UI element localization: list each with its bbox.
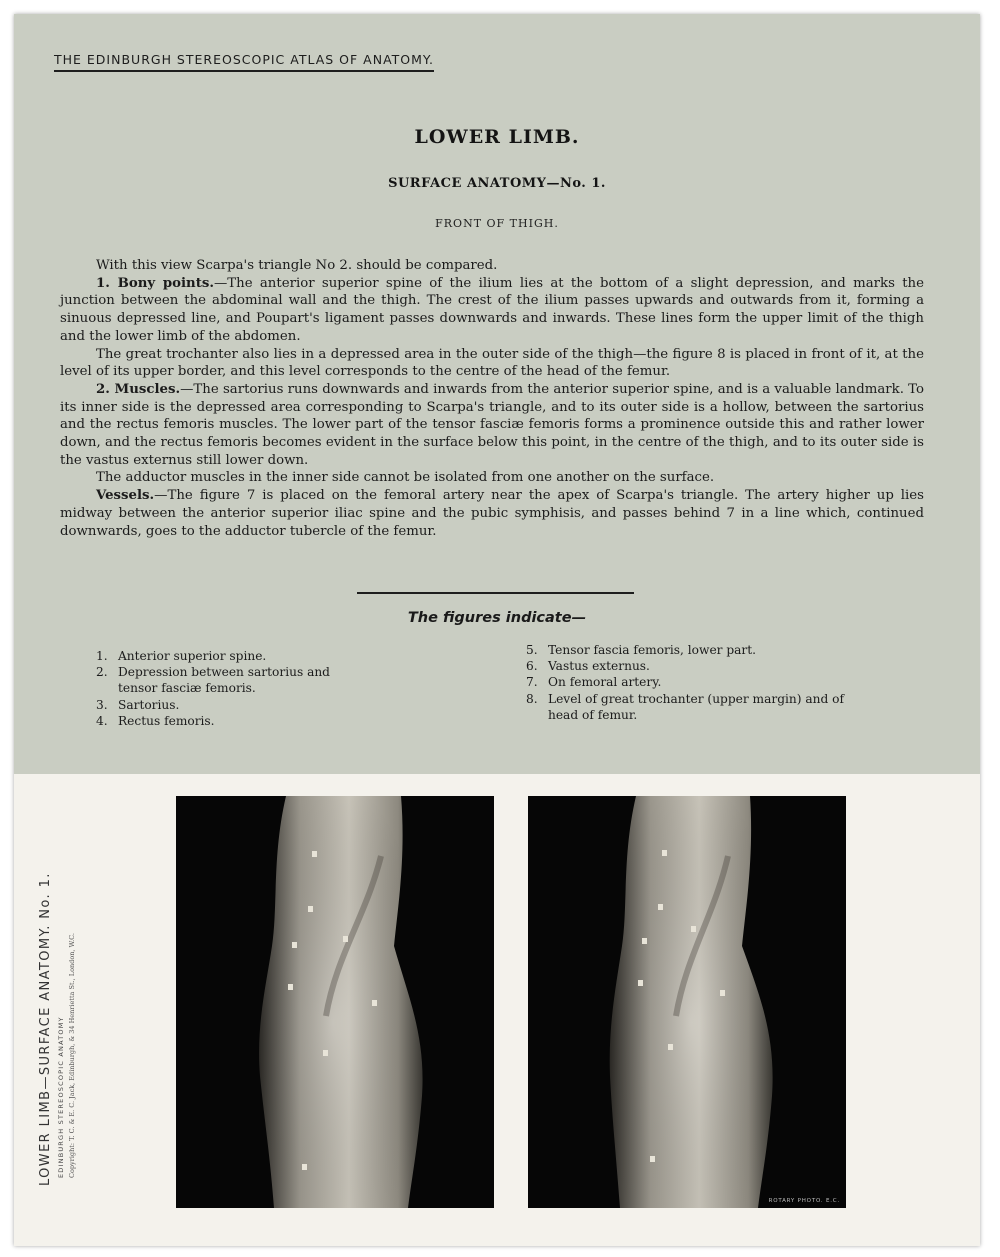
side-label bbox=[38, 872, 76, 1186]
section-title: FRONT OF THIGH. bbox=[435, 217, 559, 230]
photo-credit: ROTARY PHOTO. E.C. bbox=[768, 1198, 840, 1204]
legend-text: Tensor fascia femoris, lower part. bbox=[548, 643, 757, 657]
adductor-paragraph: The adductor muscles in the inner side cannot be isolated from one another on the surface. bbox=[96, 470, 715, 486]
legend-item bbox=[526, 674, 906, 690]
intro-paragraph: With this view Scarpa's triangle No 2. should be compared. bbox=[96, 258, 498, 273]
legend-number: 2. bbox=[96, 665, 108, 680]
legend-item bbox=[526, 642, 906, 658]
legend-item bbox=[96, 713, 436, 729]
legend-text: Level of great trochanter (upper margin) and of head of femur. bbox=[548, 691, 845, 722]
legend-number: 1. bbox=[96, 649, 108, 663]
thigh-photo-left bbox=[176, 796, 494, 1208]
legend-number: 4. bbox=[96, 713, 108, 728]
vessels-paragraph bbox=[60, 487, 924, 540]
legend-number: 7. bbox=[526, 675, 538, 690]
legend-item bbox=[96, 664, 436, 696]
legend-text: On femoral artery. bbox=[548, 675, 662, 690]
legend-text: Vastus externus. bbox=[548, 659, 650, 674]
legend-number: 3. bbox=[96, 697, 108, 712]
legend-item bbox=[96, 697, 436, 713]
vessels-text: —The figure 7 is placed on the femoral artery near the apex of Scarpa's triangle. The artery higher up lies midway between the anterior superior iliac spine and the pubic symphisis, and passes behind 7 in a line which, continued downwards, goes to the adductor tubercle of the femur. bbox=[60, 488, 924, 539]
bony-points-paragraph bbox=[60, 275, 924, 346]
side-label-copyright: Copyright: T. C. & E. C. Jack, Edinburgh, & 34 Henrietta St., London, W.C. bbox=[68, 933, 76, 1178]
thigh-photo-right bbox=[528, 796, 846, 1208]
body-text bbox=[60, 257, 924, 540]
text-panel bbox=[14, 14, 980, 774]
atlas-title: THE EDINBURGH STEREOSCOPIC ATLAS OF ANATOMY. bbox=[54, 52, 434, 72]
muscles-text: —The sartorius runs downwards and inwards from the anterior superior spine, and is a valuable landmark. To its inner side is the depressed area corresponding to Scarpa's triangle, and to its outer side is a hollow, between the sartorius and the rectus femoris muscles. The lower part of the tensor fasciæ femoris forms a prominence outside this and rather lower down, and the rectus femoris becomes evident in the surface below this point, in the centre of the thigh, and to its outer side is the vastus externus still lower down. bbox=[60, 381, 924, 468]
divider-rule bbox=[357, 592, 634, 594]
bony-points-text: —The anterior superior spine of the ilium lies at the bottom of a slight depression, and marks the junction between the abdominal wall and the thigh. The crest of the ilium passes upwards and outwards from it, forming a sinuous depressed line, and Poupart's ligament passes downwards and inwards. These lines form the upper limit of the thigh and the lower limb of the abdomen. bbox=[60, 275, 924, 344]
sub-title: SURFACE ANATOMY—No. 1. bbox=[388, 176, 606, 191]
legend-number: 6. bbox=[526, 659, 538, 674]
legend-text: Anterior superior spine. bbox=[118, 649, 267, 663]
side-label-title: LOWER LIMB—SURFACE ANATOMY. No. 1. bbox=[38, 872, 53, 1186]
stereo-photo-left bbox=[176, 796, 494, 1208]
stereo-photo-right bbox=[528, 796, 846, 1208]
legend-text: Rectus femoris. bbox=[118, 713, 215, 728]
legend-text: Depression between sartorius and tensor fasciæ femoris. bbox=[118, 665, 330, 696]
atlas-card bbox=[14, 14, 980, 1246]
bony-points-heading: 1. Bony points. bbox=[96, 275, 214, 291]
legend-number: 5. bbox=[526, 643, 538, 657]
legend-item bbox=[526, 691, 906, 723]
legend-item bbox=[96, 648, 436, 664]
legend-number: 8. bbox=[526, 691, 538, 706]
figure-legend-right bbox=[526, 642, 906, 723]
legend-item bbox=[526, 658, 906, 674]
side-label-publisher: EDINBURGH STEREOSCOPIC ANATOMY bbox=[57, 1016, 65, 1178]
figure-legend-left bbox=[96, 648, 436, 729]
trochanter-paragraph: The great trochanter also lies in a depressed area in the outer side of the thigh—the figure 8 is placed in front of it, at the level of its upper border, and this level corresponds to the centre of the head of the femur. bbox=[60, 346, 924, 380]
muscles-heading: 2. Muscles. bbox=[96, 381, 181, 397]
muscles-paragraph bbox=[60, 381, 924, 470]
vessels-heading: Vessels. bbox=[96, 488, 155, 504]
main-title: LOWER LIMB. bbox=[414, 126, 580, 148]
figures-heading: The figures indicate— bbox=[407, 610, 587, 626]
legend-text: Sartorius. bbox=[118, 697, 180, 712]
